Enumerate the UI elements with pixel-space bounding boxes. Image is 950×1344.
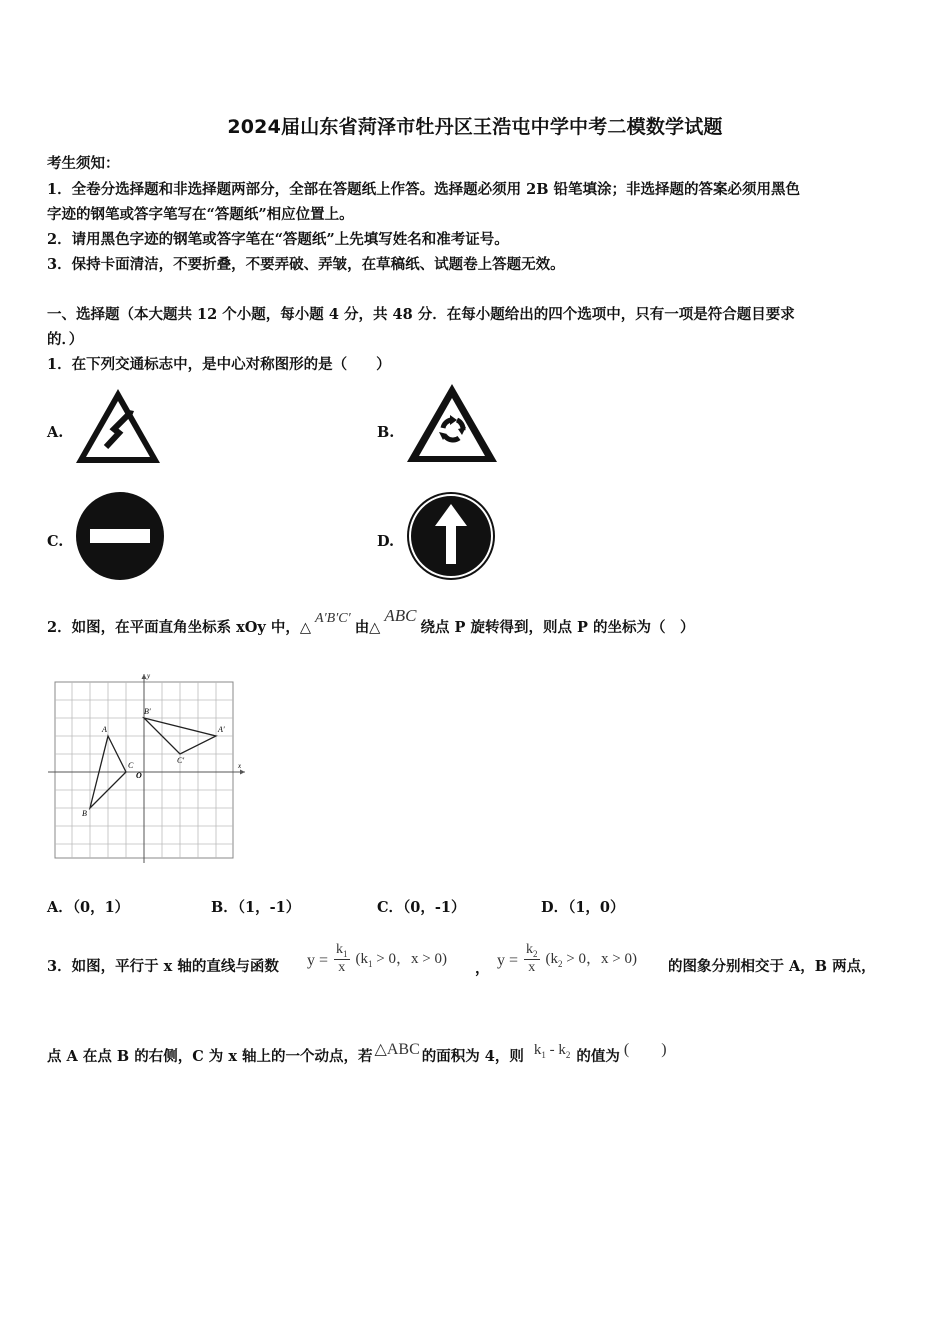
q3-formula-2 [497,942,637,976]
point-a-prime-label: A′ [218,725,225,734]
point-c-prime-label: C′ [177,756,185,765]
straight-ahead-sign-icon [405,490,497,582]
notice-line-1a: 1．全卷分选择题和非选择题两部分，全部在答题纸上作答。选择题必须用 2B 铅笔填涂；非选择题的答案必须用黑色 [47,181,801,198]
q2-triangle-prime: A′B′C′ [315,611,351,626]
formula-1-condition-sub: 1 [368,958,373,969]
formula-2-denominator: x [528,959,536,975]
notice-line-2: 2．请用黑色字迹的钢笔或答字笔在“答题纸”上先填写姓名和准考证号。 [47,231,509,248]
notice-line-1b: 字迹的钢笔或答字笔写在“答题纸”相应位置上。 [47,206,354,223]
q3-comma: ， [475,960,490,977]
point-a-label: A [102,725,107,734]
no-entry-sign-icon [72,490,168,582]
page-title: 2024届山东省菏泽市牡丹区王浩屯中学中考二模数学试题 [227,116,723,138]
curve-warning-sign-icon [72,385,164,467]
origin-label: O [136,771,142,780]
q3-line2-text-b: 的面积为 4，则 [421,1048,524,1065]
notice-line-3: 3．保持卡面清洁，不要折叠，不要弄破、弄皱，在草稿纸、试题卷上答题无效。 [47,256,565,273]
q1-option-d-label: D. [377,533,395,550]
q2-option-a: A．（0，1） [47,899,130,916]
formula-1-condition-rest: > 0，x > 0) [372,950,447,967]
point-b-label: B [82,809,87,818]
q3-text-2: 的图象分别相交于 A，B 两点， [668,958,876,975]
q3-triangle-abc: △ABC [374,1041,420,1058]
formula-1-denominator: x [338,959,346,975]
k1-sub: 1 [541,1050,546,1060]
notice-heading: 考生须知： [47,155,120,172]
formula-1-lhs: y = [307,951,329,969]
roundabout-warning-sign-icon [403,380,501,466]
formula-1-condition: (k [355,950,369,967]
k2-sub: 2 [565,1050,571,1060]
point-c-label: C [128,761,134,770]
k2-symbol: k [558,1042,566,1058]
q2-text-1: 2．如图，在平面直角坐标系 xOy 中，△ [47,619,312,636]
formula-1-sub: 1 [343,948,348,959]
q2-option-d: D．（1，0） [541,899,625,916]
formula-2-numerator: k [526,942,534,957]
q3-line2-text-c: 的值为 [576,1048,620,1065]
q3-text-1: 3．如图，平行于 x 轴的直线与函数 [47,958,279,975]
formula-2-condition-rest: > 0，x > 0) [562,950,637,967]
q2-option-b: B．（1，-1） [211,899,301,916]
q1-option-a-label: A. [47,424,64,441]
formula-1-numerator: k [336,942,344,957]
formula-2-condition: (k [545,950,559,967]
q1-option-b-label: B. [377,424,395,441]
formula-2-sub: 2 [533,948,538,959]
k1-symbol: k [533,1042,542,1058]
q3-formula-1 [307,942,447,976]
q3-answer-paren: ( ) [623,1041,667,1058]
q2-text-3: 绕点 P 旋转得到，则点 P 的坐标为（ ） [420,619,695,636]
q2-text-2: 由△ [354,619,381,636]
q3-line2-text-a: 点 A 在点 B 的右侧，C 为 x 轴上的一个动点，若 [47,1048,373,1065]
minus-sign: - [545,1042,559,1058]
x-axis-label: x [238,762,242,770]
section-header-line-1: 一、选择题（本大题共 12 个小题，每小题 4 分，共 48 分．在每小题给出的四个选项中，只有一项是符合题目要求 [47,306,795,323]
point-b-prime-label: B′ [144,707,151,716]
q2-triangle-abc: ABC [384,606,417,625]
q2-coordinate-graph [45,670,250,866]
y-axis-label: y [147,672,151,680]
q2-option-c: C．（0，-1） [377,899,466,916]
section-header-line-2: 的．） [47,331,84,348]
q1-option-c-label: C. [47,533,64,550]
formula-2-condition-sub: 2 [558,958,563,969]
formula-2-lhs: y = [497,951,519,969]
q3-k-difference [524,1042,577,1058]
q1-stem: 1．在下列交通标志中，是中心对称图形的是（ ） [47,356,391,373]
